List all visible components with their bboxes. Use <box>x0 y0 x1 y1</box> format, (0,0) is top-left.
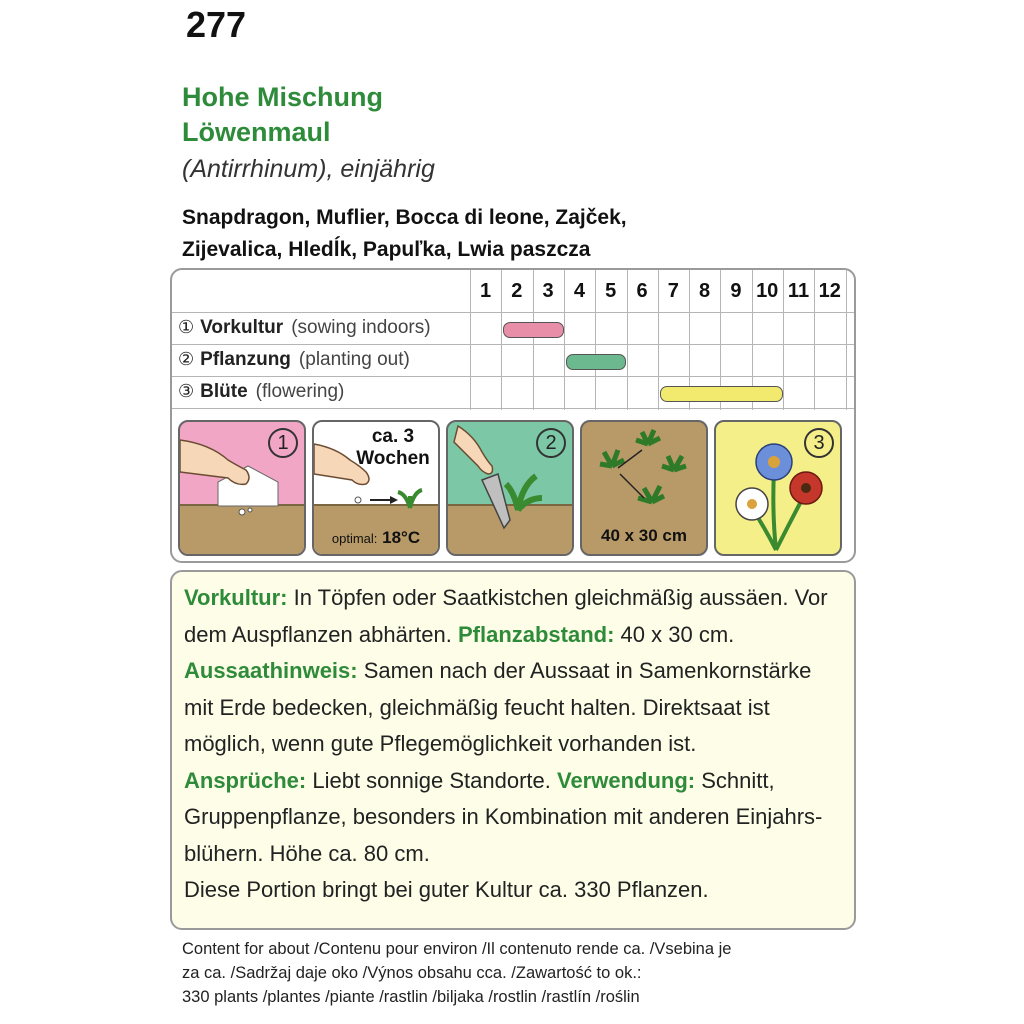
cultivation-info <box>170 570 856 930</box>
optimal-label: optimal: <box>331 531 378 546</box>
step-number: 3 <box>804 428 834 458</box>
calendar-row-line <box>172 344 854 345</box>
product-title-line1: Hohe Mischung <box>182 82 383 112</box>
spacing-value: 40 x 30 cm <box>600 526 687 545</box>
info-text <box>184 580 844 909</box>
month-label: 9 <box>730 280 742 302</box>
calendar-period-bar <box>660 386 783 402</box>
month-label: 6 <box>636 280 648 302</box>
month-label: 2 <box>511 280 523 302</box>
calendar-row-label <box>178 381 344 403</box>
footer-line3: 330 plants /plantes /piante /rastlin /biljaka /rostlin /rastlín /roślin <box>182 988 640 1006</box>
aussaat-label: Aussaathinweis: <box>184 658 358 683</box>
vorkultur-label: Vorkultur: <box>184 585 288 610</box>
latin-name: (Antirrhinum), einjährig <box>182 155 435 183</box>
footer-line1: Content for about /Contenu pour environ /Il contenuto rende ca. /Vsebina je <box>182 940 732 958</box>
calendar-period-bar <box>503 322 564 338</box>
month-label: 1 <box>479 280 492 302</box>
pictogram-spacing <box>580 420 708 556</box>
calendar-row-label <box>178 349 410 371</box>
germination-duration: ca. 3 Wochen <box>356 426 430 469</box>
pflanzabstand-label: Pflanzabstand: <box>457 621 615 647</box>
month-label: 7 <box>667 280 679 302</box>
month-label: 11 <box>787 280 810 302</box>
month-label: 5 <box>605 280 617 302</box>
calendar-row-line <box>172 408 854 409</box>
common-names-line2: Zijevalica, Hledĺk, Papuľka, Lwia paszcza <box>182 238 591 261</box>
footer-line2: za ca. /Sadržaj daje oko /Výnos obsahu cca. /Zawartość to ok.: <box>182 964 642 982</box>
vorkultur-text: In Töpfen oder Saatkistchen gleichmäßig aussäen. Vor dem Auspflanzen abhärten. <box>184 585 828 647</box>
content-footer <box>182 937 842 1009</box>
sowing-calendar <box>170 268 856 563</box>
ansprueche-text: Liebt sonnige Standorte. <box>306 767 557 793</box>
row-label: Pflanzung <box>200 349 291 370</box>
row-number: ③ <box>178 381 195 401</box>
row-translation: (planting out) <box>298 349 410 370</box>
common-names <box>182 202 627 266</box>
pictogram-sowing <box>178 420 306 556</box>
calendar-row-line <box>172 376 854 377</box>
month-label: 3 <box>542 280 554 302</box>
pflanzabstand-text: 40 x 30 cm. <box>614 621 735 647</box>
pictogram-germination <box>312 420 440 556</box>
calendar-period-bar <box>566 354 627 370</box>
step-number: 1 <box>268 428 298 458</box>
pictogram-planting <box>446 420 574 556</box>
optimal-temperature <box>314 528 438 548</box>
row-label: Blüte <box>200 381 248 402</box>
temperature-value: 18°C <box>382 528 421 547</box>
row-translation: (sowing indoors) <box>291 317 431 338</box>
month-label: 12 <box>818 280 841 302</box>
row-label: Vorkultur <box>200 317 284 338</box>
row-number: ① <box>178 317 195 337</box>
packet-number: 277 <box>186 4 247 45</box>
month-label: 4 <box>573 280 585 302</box>
pictogram-flowering <box>714 420 842 556</box>
portion-text: Diese Portion bringt bei guter Kultur ca. 330 Pflanzen. <box>184 877 709 902</box>
ansprueche-label: Ansprüche: <box>184 767 307 793</box>
calendar-column-line <box>846 270 847 410</box>
step-number: 2 <box>536 428 566 458</box>
calendar-row-label <box>178 317 431 339</box>
row-number: ② <box>178 349 195 369</box>
verwendung-label: Verwendung: <box>556 767 696 793</box>
verwendung-text: Schnitt, Gruppenpflanze, besonders in Kombination mit anderen Einjahrs-blühern. Höhe ca. 80 cm. <box>184 767 823 866</box>
row-translation: (flowering) <box>255 381 345 402</box>
product-title-line2: Löwenmaul <box>182 117 331 147</box>
calendar-row-line <box>172 312 854 313</box>
aussaat-text: Samen nach der Aussaat in Samenkornstärke mit Erde bedecken, gleichmäßig feucht halten. Direktsaat ist möglich, wenn gute Pflegemöglichkeit vorhanden ist. <box>184 658 812 756</box>
common-names-line1: Snapdragon, Muflier, Bocca di leone, Zajček, <box>182 206 627 229</box>
month-label: 10 <box>756 280 779 302</box>
month-label: 8 <box>699 280 711 302</box>
